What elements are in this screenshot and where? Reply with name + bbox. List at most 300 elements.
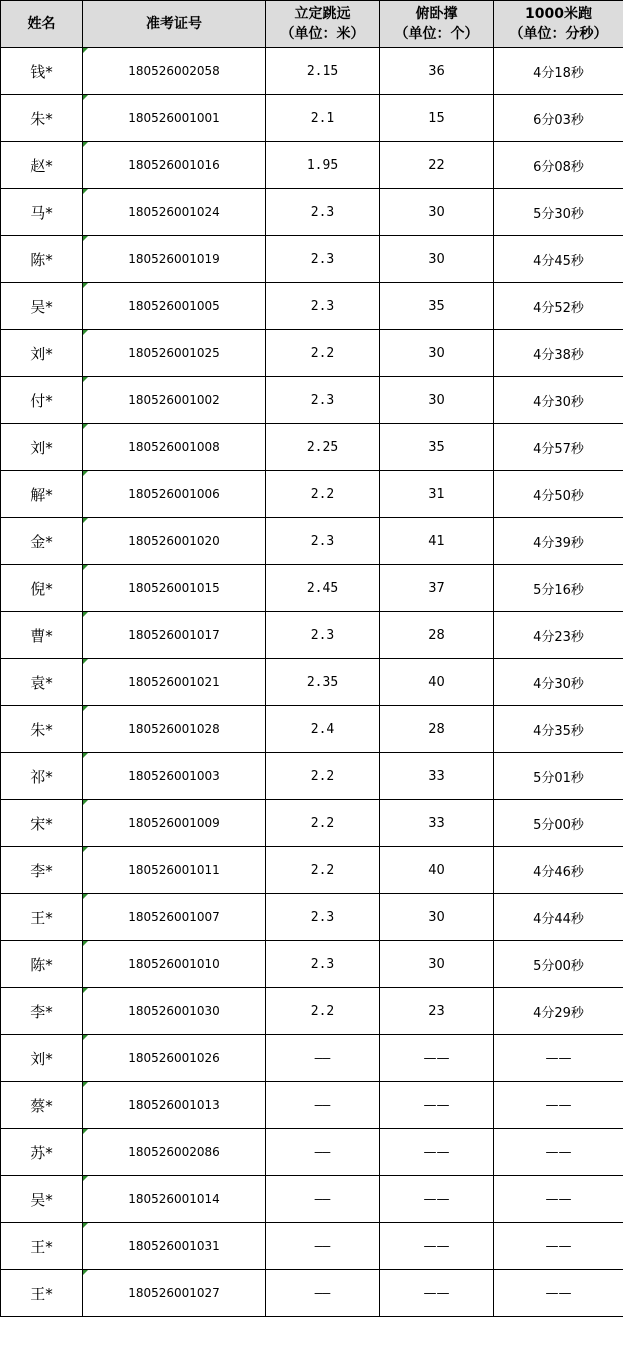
cell-pushups-text: 35 [428, 439, 445, 455]
table-row [1, 1129, 623, 1176]
cell-1000m-run[interactable] [494, 283, 623, 330]
cell-long-jump-text: 1.95 [306, 157, 339, 173]
cell-long-jump-text: —— [314, 1191, 331, 1207]
cell-long-jump[interactable] [266, 189, 380, 236]
cell-name[interactable] [1, 1035, 83, 1082]
header-row [1, 1, 623, 48]
cell-exam-id[interactable] [83, 988, 266, 1035]
cell-exam-id[interactable] [83, 377, 266, 424]
cell-long-jump[interactable] [266, 48, 380, 95]
cell-1000m-run[interactable] [494, 1035, 623, 1082]
cell-pushups-text: 30 [428, 392, 445, 408]
cell-name[interactable] [1, 330, 83, 377]
cell-name-text: 钱* [30, 62, 53, 81]
cell-exam-id[interactable] [83, 236, 266, 283]
cell-pushups-text: 22 [428, 157, 445, 173]
table-row [1, 1082, 623, 1129]
cell-long-jump-text: 2.2 [310, 486, 335, 502]
cell-1000m-run[interactable] [494, 565, 623, 612]
cell-pushups[interactable] [380, 706, 494, 753]
cell-name[interactable] [1, 1223, 83, 1270]
cell-exam-id[interactable] [83, 283, 266, 330]
cell-name-text: 吴* [30, 297, 53, 316]
cell-name-text: 宋* [30, 814, 53, 833]
cell-long-jump-text: 2.3 [310, 909, 335, 925]
cell-pushups[interactable] [380, 95, 494, 142]
cell-1000m-run[interactable] [494, 1129, 623, 1176]
table-row [1, 424, 623, 471]
cell-1000m-run-text: 4分18秒 [533, 65, 584, 81]
cell-1000m-run-text: 4分38秒 [533, 347, 584, 363]
table-row [1, 565, 623, 612]
cell-name-text: 朱* [30, 720, 53, 739]
cell-1000m-run[interactable] [494, 800, 623, 847]
cell-exam-id-text: 180526001003 [128, 769, 220, 783]
cell-long-jump[interactable] [266, 330, 380, 377]
cell-exam-id[interactable] [83, 142, 266, 189]
cell-name-text: 倪* [30, 579, 53, 598]
table-row [1, 612, 623, 659]
cell-exam-id-text: 180526001019 [128, 252, 220, 266]
cell-exam-id[interactable] [83, 800, 266, 847]
cell-1000m-run[interactable] [494, 471, 623, 518]
cell-pushups-text: 28 [428, 627, 445, 643]
header-pushups[interactable] [380, 1, 494, 48]
cell-name[interactable] [1, 283, 83, 330]
cell-long-jump-text: 2.2 [310, 768, 335, 784]
cell-exam-id[interactable] [83, 189, 266, 236]
table-row [1, 894, 623, 941]
cell-pushups[interactable] [380, 1082, 494, 1129]
cell-comment-marker-icon [83, 142, 88, 147]
cell-pushups[interactable] [380, 48, 494, 95]
cell-comment-marker-icon [83, 283, 88, 288]
cell-pushups[interactable] [380, 612, 494, 659]
cell-1000m-run-text: 5分16秒 [533, 582, 584, 598]
cell-pushups[interactable] [380, 565, 494, 612]
cell-exam-id[interactable] [83, 612, 266, 659]
cell-exam-id[interactable] [83, 941, 266, 988]
cell-exam-id[interactable] [83, 48, 266, 95]
cell-exam-id-text: 180526001020 [128, 534, 220, 548]
cell-exam-id[interactable] [83, 1129, 266, 1176]
cell-comment-marker-icon [83, 941, 88, 946]
cell-1000m-run-text: 5分01秒 [533, 770, 584, 786]
cell-comment-marker-icon [83, 48, 88, 53]
cell-1000m-run[interactable] [494, 48, 623, 95]
cell-comment-marker-icon [83, 847, 88, 852]
cell-exam-id[interactable] [83, 330, 266, 377]
table-row [1, 95, 623, 142]
cell-pushups[interactable] [380, 800, 494, 847]
cell-1000m-run[interactable] [494, 1176, 623, 1223]
cell-name[interactable] [1, 1082, 83, 1129]
cell-comment-marker-icon [83, 800, 88, 805]
cell-long-jump[interactable] [266, 1035, 380, 1082]
cell-comment-marker-icon [83, 659, 88, 664]
cell-pushups[interactable] [380, 424, 494, 471]
cell-1000m-run-text: —— [545, 1285, 572, 1301]
cell-comment-marker-icon [83, 1176, 88, 1181]
cell-long-jump-text: 2.35 [306, 674, 339, 690]
cell-pushups[interactable] [380, 142, 494, 189]
cell-pushups[interactable] [380, 1035, 494, 1082]
cell-exam-id-text: 180526001025 [128, 346, 220, 360]
cell-exam-id[interactable] [83, 894, 266, 941]
cell-exam-id[interactable] [83, 1270, 266, 1317]
header-run-unit: （单位：分秒） [509, 26, 608, 42]
cell-1000m-run-text: 5分30秒 [533, 206, 584, 222]
cell-pushups[interactable] [380, 330, 494, 377]
cell-name-text: 刘* [30, 438, 53, 457]
table-row [1, 800, 623, 847]
cell-name[interactable] [1, 48, 83, 95]
cell-pushups[interactable] [380, 941, 494, 988]
cell-name-text: 马* [30, 203, 53, 222]
cell-1000m-run[interactable] [494, 330, 623, 377]
cell-long-jump-text: 2.2 [310, 345, 335, 361]
cell-comment-marker-icon [83, 753, 88, 758]
cell-long-jump-text: 2.15 [306, 63, 339, 79]
cell-name[interactable] [1, 894, 83, 941]
cell-pushups[interactable] [380, 518, 494, 565]
cell-1000m-run[interactable] [494, 753, 623, 800]
cell-pushups-text: —— [423, 1144, 450, 1160]
cell-pushups[interactable] [380, 377, 494, 424]
cell-long-jump-text: —— [314, 1050, 331, 1066]
cell-pushups-text: 41 [428, 533, 445, 549]
cell-exam-id-text: 180526001007 [128, 910, 220, 924]
cell-long-jump[interactable] [266, 424, 380, 471]
cell-exam-id[interactable] [83, 565, 266, 612]
cell-name[interactable] [1, 941, 83, 988]
cell-pushups-text: 30 [428, 204, 445, 220]
cell-long-jump[interactable] [266, 1223, 380, 1270]
cell-long-jump[interactable] [266, 706, 380, 753]
cell-1000m-run[interactable] [494, 95, 623, 142]
table-row [1, 1223, 623, 1270]
cell-exam-id-text: 180526001006 [128, 487, 220, 501]
cell-1000m-run[interactable] [494, 236, 623, 283]
cell-name-text: 朱* [30, 109, 53, 128]
cell-long-jump[interactable] [266, 471, 380, 518]
cell-1000m-run[interactable] [494, 518, 623, 565]
table-row [1, 189, 623, 236]
cell-exam-id-text: 180526001008 [128, 440, 220, 454]
cell-long-jump-text: 2.2 [310, 815, 335, 831]
cell-long-jump[interactable] [266, 1082, 380, 1129]
cell-long-jump-text: 2.1 [310, 110, 335, 126]
cell-long-jump[interactable] [266, 612, 380, 659]
cell-pushups-text: 30 [428, 251, 445, 267]
cell-1000m-run-text: —— [545, 1144, 572, 1160]
cell-long-jump[interactable] [266, 377, 380, 424]
cell-long-jump-text: 2.3 [310, 251, 335, 267]
cell-1000m-run[interactable] [494, 1082, 623, 1129]
cell-pushups[interactable] [380, 659, 494, 706]
cell-long-jump[interactable] [266, 894, 380, 941]
cell-exam-id[interactable] [83, 424, 266, 471]
cell-pushups[interactable] [380, 988, 494, 1035]
cell-pushups-text: 31 [428, 486, 445, 502]
cell-name[interactable] [1, 847, 83, 894]
cell-comment-marker-icon [83, 330, 88, 335]
cell-1000m-run[interactable] [494, 612, 623, 659]
header-name-label: 姓名 [27, 16, 56, 32]
cell-name[interactable] [1, 1129, 83, 1176]
cell-name[interactable] [1, 189, 83, 236]
cell-exam-id-text: 180526001028 [128, 722, 220, 736]
cell-exam-id-text: 180526002058 [128, 64, 220, 78]
cell-1000m-run[interactable] [494, 189, 623, 236]
cell-exam-id-text: 180526001002 [128, 393, 220, 407]
header-pushups-label: 俯卧撑 [415, 6, 458, 22]
cell-pushups-text: —— [423, 1097, 450, 1113]
cell-1000m-run-text: 5分00秒 [533, 958, 584, 974]
cell-pushups-text: 33 [428, 768, 445, 784]
cell-pushups-text: 40 [428, 862, 445, 878]
cell-pushups-text: —— [423, 1285, 450, 1301]
cell-long-jump[interactable] [266, 1176, 380, 1223]
cell-exam-id-text: 180526001024 [128, 205, 220, 219]
cell-comment-marker-icon [83, 95, 88, 100]
cell-exam-id[interactable] [83, 659, 266, 706]
cell-name-text: 陈* [30, 955, 53, 974]
cell-1000m-run[interactable] [494, 1223, 623, 1270]
cell-1000m-run[interactable] [494, 659, 623, 706]
cell-pushups[interactable] [380, 1270, 494, 1317]
cell-long-jump[interactable] [266, 1270, 380, 1317]
cell-pushups[interactable] [380, 236, 494, 283]
cell-name[interactable] [1, 236, 83, 283]
cell-long-jump-text: —— [314, 1097, 331, 1113]
cell-1000m-run[interactable] [494, 941, 623, 988]
cell-exam-id[interactable] [83, 847, 266, 894]
table-row [1, 753, 623, 800]
cell-long-jump[interactable] [266, 283, 380, 330]
cell-long-jump[interactable] [266, 565, 380, 612]
cell-1000m-run-text: —— [545, 1191, 572, 1207]
cell-1000m-run[interactable] [494, 706, 623, 753]
cell-pushups-text: 30 [428, 345, 445, 361]
cell-pushups-text: 28 [428, 721, 445, 737]
cell-long-jump-text: 2.3 [310, 204, 335, 220]
cell-comment-marker-icon [83, 706, 88, 711]
cell-1000m-run-text: 4分29秒 [533, 1005, 584, 1021]
cell-long-jump[interactable] [266, 800, 380, 847]
cell-1000m-run-text: 4分45秒 [533, 253, 584, 269]
cell-long-jump-text: 2.4 [310, 721, 335, 737]
cell-name-text: 吴* [30, 1190, 53, 1209]
table-row [1, 330, 623, 377]
cell-comment-marker-icon [83, 565, 88, 570]
cell-name[interactable] [1, 706, 83, 753]
cell-comment-marker-icon [83, 424, 88, 429]
cell-comment-marker-icon [83, 1129, 88, 1134]
cell-pushups-text: 15 [428, 110, 445, 126]
cell-name-text: 曹* [30, 626, 53, 645]
table-row [1, 518, 623, 565]
cell-name[interactable] [1, 800, 83, 847]
cell-pushups[interactable] [380, 894, 494, 941]
cell-name[interactable] [1, 612, 83, 659]
cell-pushups-text: —— [423, 1050, 450, 1066]
cell-long-jump-text: —— [314, 1144, 331, 1160]
cell-exam-id-text: 180526001031 [128, 1239, 220, 1253]
header-name[interactable] [1, 1, 83, 48]
cell-1000m-run-text: 4分50秒 [533, 488, 584, 504]
cell-exam-id-text: 180526001026 [128, 1051, 220, 1065]
cell-name[interactable] [1, 95, 83, 142]
table-row [1, 377, 623, 424]
table-row [1, 988, 623, 1035]
cell-exam-id-text: 180526001014 [128, 1192, 220, 1206]
cell-name[interactable] [1, 424, 83, 471]
cell-long-jump[interactable] [266, 753, 380, 800]
cell-1000m-run[interactable] [494, 847, 623, 894]
header-pushups-unit: （单位：个） [394, 26, 479, 42]
cell-1000m-run-text: 4分46秒 [533, 864, 584, 880]
cell-exam-id[interactable] [83, 1082, 266, 1129]
cell-exam-id[interactable] [83, 518, 266, 565]
cell-1000m-run-text: 4分44秒 [533, 911, 584, 927]
header-run[interactable] [494, 1, 623, 48]
cell-name[interactable] [1, 518, 83, 565]
cell-name-text: 刘* [30, 344, 53, 363]
cell-pushups-text: 35 [428, 298, 445, 314]
table-row [1, 941, 623, 988]
cell-pushups-text: 23 [428, 1003, 445, 1019]
header-jump[interactable] [266, 1, 380, 48]
cell-1000m-run-text: 4分52秒 [533, 300, 584, 316]
cell-exam-id-text: 180526001010 [128, 957, 220, 971]
table-row [1, 236, 623, 283]
cell-long-jump[interactable] [266, 988, 380, 1035]
cell-1000m-run[interactable] [494, 894, 623, 941]
cell-name[interactable] [1, 659, 83, 706]
cell-long-jump[interactable] [266, 941, 380, 988]
cell-pushups-text: 30 [428, 956, 445, 972]
cell-long-jump-text: 2.3 [310, 298, 335, 314]
table-row [1, 283, 623, 330]
cell-name-text: 王* [30, 1284, 53, 1303]
cell-name[interactable] [1, 471, 83, 518]
cell-name[interactable] [1, 1270, 83, 1317]
cell-name[interactable] [1, 565, 83, 612]
cell-name-text: 袁* [30, 673, 53, 692]
table-row [1, 706, 623, 753]
cell-1000m-run-text: —— [545, 1238, 572, 1254]
cell-exam-id[interactable] [83, 1176, 266, 1223]
cell-exam-id-text: 180526001016 [128, 158, 220, 172]
cell-1000m-run[interactable] [494, 424, 623, 471]
cell-name[interactable] [1, 1176, 83, 1223]
cell-exam-id[interactable] [83, 1035, 266, 1082]
cell-pushups[interactable] [380, 847, 494, 894]
cell-exam-id-text: 180526001009 [128, 816, 220, 830]
cell-1000m-run[interactable] [494, 1270, 623, 1317]
cell-comment-marker-icon [83, 1082, 88, 1087]
cell-1000m-run-text: 4分30秒 [533, 676, 584, 692]
cell-name-text: 陈* [30, 250, 53, 269]
cell-exam-id-text: 180526001011 [128, 863, 220, 877]
cell-pushups[interactable] [380, 1223, 494, 1270]
cell-pushups-text: —— [423, 1238, 450, 1254]
cell-comment-marker-icon [83, 1223, 88, 1228]
cell-name-text: 赵* [30, 156, 53, 175]
cell-exam-id-text: 180526001013 [128, 1098, 220, 1112]
cell-long-jump[interactable] [266, 518, 380, 565]
cell-name[interactable] [1, 753, 83, 800]
cell-long-jump-text: 2.2 [310, 1003, 335, 1019]
cell-comment-marker-icon [83, 988, 88, 993]
cell-exam-id-text: 180526002086 [128, 1145, 220, 1159]
cell-long-jump[interactable] [266, 95, 380, 142]
cell-name[interactable] [1, 988, 83, 1035]
table-row [1, 1270, 623, 1317]
cell-pushups-text: 30 [428, 909, 445, 925]
header-jump-unit: （单位：米） [280, 26, 365, 42]
cell-name-text: 刘* [30, 1049, 53, 1068]
header-id[interactable] [83, 1, 266, 48]
cell-pushups[interactable] [380, 753, 494, 800]
cell-1000m-run[interactable] [494, 988, 623, 1035]
table-row [1, 471, 623, 518]
cell-long-jump-text: 2.3 [310, 627, 335, 643]
cell-long-jump[interactable] [266, 847, 380, 894]
cell-exam-id[interactable] [83, 471, 266, 518]
cell-pushups[interactable] [380, 189, 494, 236]
cell-1000m-run[interactable] [494, 377, 623, 424]
cell-pushups-text: 40 [428, 674, 445, 690]
cell-name-text: 王* [30, 908, 53, 927]
cell-comment-marker-icon [83, 471, 88, 476]
cell-name-text: 王* [30, 1237, 53, 1256]
header-jump-label: 立定跳远 [294, 6, 351, 22]
cell-exam-id-text: 180526001017 [128, 628, 220, 642]
cell-pushups[interactable] [380, 471, 494, 518]
cell-long-jump-text: —— [314, 1238, 331, 1254]
cell-pushups[interactable] [380, 1129, 494, 1176]
cell-name[interactable] [1, 377, 83, 424]
cell-name[interactable] [1, 142, 83, 189]
table-body [1, 48, 623, 1317]
cell-name-text: 苏* [30, 1143, 53, 1162]
cell-long-jump-text: —— [314, 1285, 331, 1301]
cell-pushups[interactable] [380, 1176, 494, 1223]
cell-name-text: 蔡* [30, 1096, 53, 1115]
cell-comment-marker-icon [83, 1035, 88, 1040]
cell-1000m-run[interactable] [494, 142, 623, 189]
cell-pushups-text: 36 [428, 63, 445, 79]
cell-name-text: 付* [30, 391, 53, 410]
cell-long-jump-text: 2.2 [310, 862, 335, 878]
cell-pushups[interactable] [380, 283, 494, 330]
cell-exam-id-text: 180526001027 [128, 1286, 220, 1300]
cell-long-jump[interactable] [266, 142, 380, 189]
cell-long-jump[interactable] [266, 659, 380, 706]
cell-exam-id-text: 180526001030 [128, 1004, 220, 1018]
cell-exam-id[interactable] [83, 1223, 266, 1270]
cell-long-jump[interactable] [266, 236, 380, 283]
cell-exam-id[interactable] [83, 95, 266, 142]
cell-1000m-run-text: 4分30秒 [533, 394, 584, 410]
cell-exam-id-text: 180526001015 [128, 581, 220, 595]
cell-exam-id[interactable] [83, 753, 266, 800]
cell-exam-id[interactable] [83, 706, 266, 753]
cell-pushups-text: 33 [428, 815, 445, 831]
cell-long-jump[interactable] [266, 1129, 380, 1176]
